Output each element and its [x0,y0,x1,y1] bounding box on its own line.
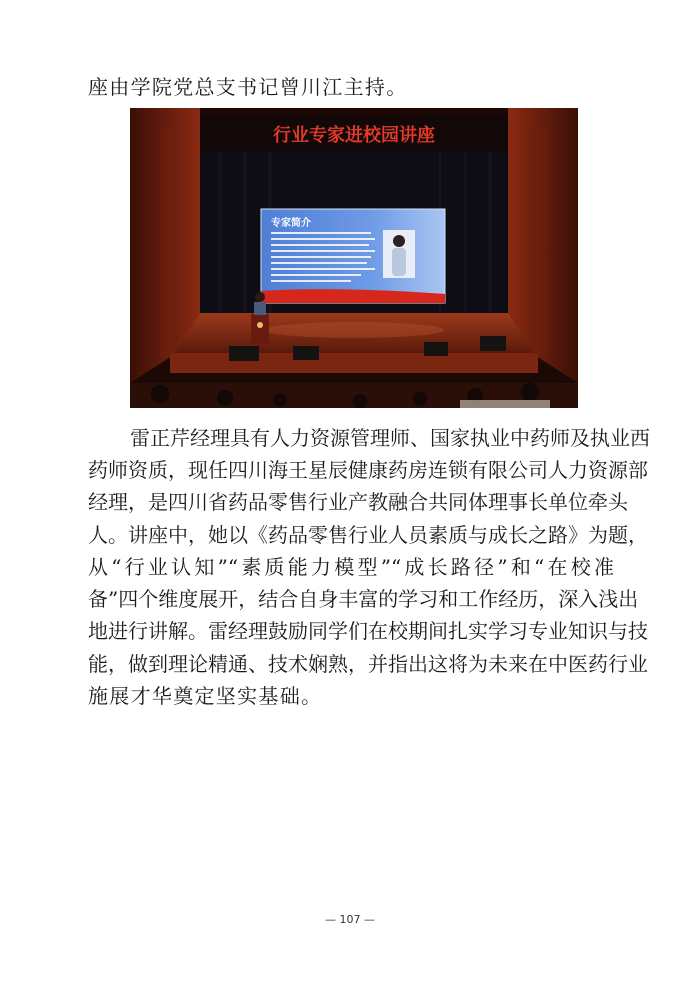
banner-text: 行业专家进校园讲座 [273,125,435,146]
intro-paragraph-end: 座由学院党总支书记曾川江主持。 [88,75,408,99]
screen-heading: 专家简介 [271,218,311,229]
body-line-5: 从“行业认知”“素质能力模型”“成长路径”和“在校准 [88,555,614,579]
body-line-2: 药师资质，现任四川海王星辰健康药房连锁有限公司人力资源部 [88,458,648,482]
body-line-3: 经理，是四川省药品零售行业产教融合共同体理事长单位牵头 [88,490,628,514]
body-line-6: 备”四个维度展开，结合自身丰富的学习和工作经历，深入浅出 [88,587,639,611]
podium [251,314,269,344]
body-line-9: 施展才华奠定坚实基础。 [88,684,323,708]
body-line-4: 人。讲座中，她以《药品零售行业人员素质与成长之路》为题， [88,523,648,547]
body-line-7: 地进行讲解。雷经理鼓励同学们在校期间扎实学习专业知识与技 [88,619,648,643]
lecture-photo [130,108,578,408]
body-line-1: 雷正芹经理具有人力资源管理师、国家执业中药师及执业西 [130,426,650,450]
body-line-8: 能，做到理论精通、技术娴熟，并指出这将为未来在中医药行业 [88,652,648,676]
page-number: — 107 — [325,913,375,926]
